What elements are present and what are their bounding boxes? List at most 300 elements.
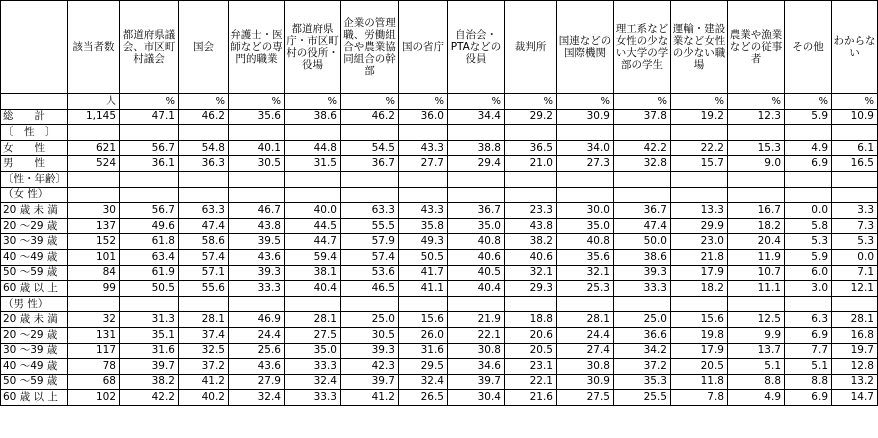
table-cell: 32.8	[614, 156, 671, 172]
row-label: 20 ～29 歳	[1, 218, 68, 234]
table-cell	[229, 171, 285, 187]
table-cell: 40.6	[448, 249, 505, 265]
table-cell	[505, 296, 557, 312]
row-label: 40 ～49 歳	[1, 359, 68, 375]
row-label: 男 性	[1, 156, 68, 172]
table-cell: 25.0	[614, 312, 671, 328]
table-cell: 38.6	[285, 109, 341, 125]
table-cell	[229, 125, 285, 141]
table-cell	[341, 125, 399, 141]
table-cell: 39.5	[229, 234, 285, 250]
table-row	[1, 140, 878, 156]
table-cell: 57.4	[179, 249, 229, 265]
table-cell	[68, 296, 120, 312]
column-header: 企業の管理職、労働組合や農業協同組合の幹部	[341, 1, 399, 94]
table-cell: 29.5	[399, 359, 448, 375]
table-cell: 23.0	[671, 234, 728, 250]
table-cell: 53.6	[341, 265, 399, 281]
table-cell: 21.9	[448, 312, 505, 328]
table-cell	[671, 171, 728, 187]
table-cell: 25.5	[614, 390, 671, 406]
table-cell: 23.3	[505, 203, 557, 219]
table-cell	[557, 125, 614, 141]
table-cell	[179, 125, 229, 141]
table-cell: 29.3	[505, 281, 557, 297]
row-label: 60 歳 以 上	[1, 390, 68, 406]
table-cell: 54.8	[179, 140, 229, 156]
column-header: 弁護士・医師などの専門的職業	[229, 1, 285, 94]
column-header: その他	[785, 1, 832, 94]
table-cell: 27.9	[229, 374, 285, 390]
table-cell	[728, 296, 785, 312]
table-cell: 47.4	[614, 218, 671, 234]
table-cell: 30	[68, 203, 120, 219]
table-cell: 19.2	[671, 109, 728, 125]
table-cell	[229, 187, 285, 203]
table-cell: 43.3	[399, 203, 448, 219]
row-label: 20 ～29 歳	[1, 327, 68, 343]
table-cell: 24.4	[557, 327, 614, 343]
table-cell: 39.7	[120, 359, 179, 375]
table-cell: %	[448, 94, 505, 110]
table-cell: 38.2	[120, 374, 179, 390]
table-cell: 5.1	[785, 359, 832, 375]
table-cell	[179, 187, 229, 203]
table-cell: 28.1	[285, 312, 341, 328]
table-cell: 22.1	[505, 374, 557, 390]
table-cell: 37.2	[614, 359, 671, 375]
table-cell: 38.1	[285, 265, 341, 281]
table-cell: 42.3	[341, 359, 399, 375]
table-cell: 34.2	[614, 343, 671, 359]
table-cell: 20.4	[728, 234, 785, 250]
table-cell: 21.0	[505, 156, 557, 172]
table-cell: %	[120, 94, 179, 110]
table-cell	[785, 171, 832, 187]
table-cell: 3.0	[785, 281, 832, 297]
row-label: 〔 性 〕	[1, 125, 68, 141]
table-cell: 43.8	[505, 218, 557, 234]
table-cell: 43.3	[399, 140, 448, 156]
table-cell: 19.7	[832, 343, 878, 359]
table-cell	[557, 296, 614, 312]
table-cell: 524	[68, 156, 120, 172]
table-cell: 25.3	[557, 281, 614, 297]
table-cell	[120, 125, 179, 141]
column-header: 国連などの国際機関	[557, 1, 614, 94]
table-cell	[399, 171, 448, 187]
table-cell: 63.4	[120, 249, 179, 265]
table-cell	[671, 187, 728, 203]
table-cell: 18.2	[671, 281, 728, 297]
row-label	[1, 94, 68, 110]
table-cell: 28.1	[557, 312, 614, 328]
table-cell: 56.7	[120, 203, 179, 219]
table-row	[1, 109, 878, 125]
table-cell: 131	[68, 327, 120, 343]
table-cell	[448, 187, 505, 203]
table-cell: 12.3	[728, 109, 785, 125]
table-cell: 56.7	[120, 140, 179, 156]
table-cell: 27.7	[399, 156, 448, 172]
table-row	[1, 281, 878, 297]
table-cell: 20.5	[505, 343, 557, 359]
table-row	[1, 218, 878, 234]
table-cell: 1,145	[68, 109, 120, 125]
table-cell: 8.8	[785, 374, 832, 390]
table-cell: 10.9	[832, 109, 878, 125]
table-cell	[671, 125, 728, 141]
table-cell: 5.3	[785, 234, 832, 250]
column-header: 該当者数	[68, 1, 120, 94]
table-cell: 23.1	[505, 359, 557, 375]
table-cell: 61.9	[120, 265, 179, 281]
table-cell: 4.9	[728, 390, 785, 406]
table-cell: 46.9	[229, 312, 285, 328]
table-cell: 35.8	[399, 218, 448, 234]
table-cell	[728, 171, 785, 187]
column-header: 農業や漁業などの従事者	[728, 1, 785, 94]
row-label: （女 性）	[1, 187, 68, 203]
table-cell: 61.8	[120, 234, 179, 250]
table-row	[1, 234, 878, 250]
table-body	[1, 94, 878, 406]
table-cell: 21.8	[671, 249, 728, 265]
table-cell: 33.3	[285, 359, 341, 375]
table-cell: 55.5	[341, 218, 399, 234]
table-cell: 32	[68, 312, 120, 328]
table-cell: 30.9	[557, 109, 614, 125]
table-cell: 24.4	[229, 327, 285, 343]
table-cell: 40.4	[448, 281, 505, 297]
table-cell	[68, 187, 120, 203]
table-cell: 12.1	[832, 281, 878, 297]
table-cell: %	[179, 94, 229, 110]
table-cell: 5.9	[785, 109, 832, 125]
table-header	[1, 1, 878, 94]
table-cell: 49.6	[120, 218, 179, 234]
column-header: わからない	[832, 1, 878, 94]
table-cell: 33.3	[229, 281, 285, 297]
table-cell: 0.0	[832, 249, 878, 265]
table-cell	[671, 296, 728, 312]
table-cell: 57.1	[179, 265, 229, 281]
column-header: 国の省庁	[399, 1, 448, 94]
table-cell: 15.6	[399, 312, 448, 328]
table-cell: 34.0	[557, 140, 614, 156]
table-row	[1, 171, 878, 187]
table-cell	[341, 187, 399, 203]
table-cell	[120, 171, 179, 187]
table-cell	[341, 171, 399, 187]
table-cell: %	[505, 94, 557, 110]
table-row	[1, 312, 878, 328]
table-cell: 3.3	[832, 203, 878, 219]
table-cell: 27.5	[285, 327, 341, 343]
table-cell	[832, 171, 878, 187]
table-cell: 20.5	[671, 359, 728, 375]
table-cell: 15.6	[671, 312, 728, 328]
header-corner	[1, 1, 68, 94]
table-cell: 4.9	[785, 140, 832, 156]
table-cell: 40.6	[505, 249, 557, 265]
table-cell: 9.0	[728, 156, 785, 172]
table-cell: 40.4	[285, 281, 341, 297]
table-cell: 152	[68, 234, 120, 250]
table-cell: 39.7	[448, 374, 505, 390]
table-cell: 17.9	[671, 265, 728, 281]
table-cell: 37.2	[179, 359, 229, 375]
column-header: 国会	[179, 1, 229, 94]
table-cell: 41.7	[399, 265, 448, 281]
table-cell: 6.1	[832, 140, 878, 156]
table-cell	[614, 171, 671, 187]
table-cell: 0.0	[785, 203, 832, 219]
table-cell: 29.9	[671, 218, 728, 234]
table-row	[1, 203, 878, 219]
table-cell: 30.9	[557, 374, 614, 390]
table-cell: %	[285, 94, 341, 110]
table-row	[1, 249, 878, 265]
table-cell: 29.4	[448, 156, 505, 172]
table-cell: 43.8	[229, 218, 285, 234]
table-cell: 33.3	[614, 281, 671, 297]
table-cell: 46.2	[341, 109, 399, 125]
table-cell: 16.5	[832, 156, 878, 172]
table-cell	[785, 187, 832, 203]
table-row	[1, 343, 878, 359]
table-cell	[505, 187, 557, 203]
table-cell: 38.8	[448, 140, 505, 156]
table-cell: 22.1	[448, 327, 505, 343]
table-cell	[614, 187, 671, 203]
table-cell: 27.5	[557, 390, 614, 406]
row-label: 30 ～39 歳	[1, 343, 68, 359]
table-cell: 36.0	[399, 109, 448, 125]
table-cell: 50.5	[120, 281, 179, 297]
table-cell: 35.1	[120, 327, 179, 343]
table-cell: 18.2	[728, 218, 785, 234]
table-cell: 15.3	[728, 140, 785, 156]
table-row	[1, 187, 878, 203]
table-cell: 46.2	[179, 109, 229, 125]
table-cell: %	[728, 94, 785, 110]
table-cell: 36.3	[179, 156, 229, 172]
table-cell: 117	[68, 343, 120, 359]
table-row	[1, 156, 878, 172]
table-cell: 50.5	[399, 249, 448, 265]
table-cell	[505, 171, 557, 187]
table-cell: 30.0	[557, 203, 614, 219]
table-cell	[399, 296, 448, 312]
table-cell: 13.2	[832, 374, 878, 390]
column-header: 都道府県議会、市区町村議会	[120, 1, 179, 94]
table-cell	[557, 171, 614, 187]
table-row	[1, 359, 878, 375]
table-cell: 37.4	[179, 327, 229, 343]
table-row	[1, 125, 878, 141]
table-cell: 30.5	[229, 156, 285, 172]
table-cell: 14.7	[832, 390, 878, 406]
table-cell: 43.6	[229, 359, 285, 375]
table-cell: 39.3	[614, 265, 671, 281]
table-row	[1, 327, 878, 343]
table-cell	[505, 125, 557, 141]
row-label: 総 計	[1, 109, 68, 125]
table-cell: 35.6	[557, 249, 614, 265]
table-cell: 46.7	[229, 203, 285, 219]
table-cell	[728, 187, 785, 203]
table-cell: 8.8	[728, 374, 785, 390]
table-cell: 101	[68, 249, 120, 265]
table-cell: 16.7	[728, 203, 785, 219]
table-cell: 36.6	[614, 327, 671, 343]
table-cell	[341, 296, 399, 312]
table-cell: 35.0	[448, 218, 505, 234]
table-cell: 28.1	[832, 312, 878, 328]
table-cell	[448, 171, 505, 187]
row-label: 60 歳 以 上	[1, 281, 68, 297]
table-cell: 32.4	[399, 374, 448, 390]
row-label: 〔性・年齢〕	[1, 171, 68, 187]
table-cell: 44.8	[285, 140, 341, 156]
table-cell: 84	[68, 265, 120, 281]
table-cell: 38.6	[614, 249, 671, 265]
table-cell: 621	[68, 140, 120, 156]
table-cell: 25.6	[229, 343, 285, 359]
table-cell	[68, 125, 120, 141]
table-cell: 40.0	[285, 203, 341, 219]
table-cell	[120, 296, 179, 312]
table-cell: 9.9	[728, 327, 785, 343]
table-cell: 15.7	[671, 156, 728, 172]
table-cell	[120, 187, 179, 203]
table-cell: 41.1	[399, 281, 448, 297]
table-cell: 30.4	[448, 390, 505, 406]
table-cell	[68, 171, 120, 187]
table-cell: 63.3	[179, 203, 229, 219]
table-cell: 26.0	[399, 327, 448, 343]
table-cell: 7.1	[832, 265, 878, 281]
table-cell	[399, 187, 448, 203]
table-cell	[832, 125, 878, 141]
unit-row	[1, 94, 878, 110]
table-cell	[785, 125, 832, 141]
table-cell: 7.8	[671, 390, 728, 406]
table-cell: 49.3	[399, 234, 448, 250]
table-cell: 39.3	[229, 265, 285, 281]
table-cell: 102	[68, 390, 120, 406]
table-cell: 34.4	[448, 109, 505, 125]
table-cell: %	[614, 94, 671, 110]
table-cell: 41.2	[341, 390, 399, 406]
row-label: 40 ～49 歳	[1, 249, 68, 265]
table-cell: 32.1	[505, 265, 557, 281]
table-cell: %	[785, 94, 832, 110]
table-cell: 10.7	[728, 265, 785, 281]
table-cell	[399, 125, 448, 141]
table-cell: 41.2	[179, 374, 229, 390]
table-cell: 5.9	[785, 249, 832, 265]
column-header: 自治会・PTAなどの役員	[448, 1, 505, 94]
table-cell: 42.2	[614, 140, 671, 156]
table-cell: 47.4	[179, 218, 229, 234]
table-cell	[728, 125, 785, 141]
row-label: 30 ～39 歳	[1, 234, 68, 250]
column-header: 裁判所	[505, 1, 557, 94]
table-cell: 57.4	[341, 249, 399, 265]
table-cell: 31.6	[120, 343, 179, 359]
table-cell: 54.5	[341, 140, 399, 156]
table-cell: 22.2	[671, 140, 728, 156]
table-cell: 31.5	[285, 156, 341, 172]
table-cell: 99	[68, 281, 120, 297]
table-cell: 47.1	[120, 109, 179, 125]
table-cell	[179, 171, 229, 187]
table-cell: 26.5	[399, 390, 448, 406]
table-cell: 30.5	[341, 327, 399, 343]
table-cell: 27.3	[557, 156, 614, 172]
table-cell	[179, 296, 229, 312]
table-cell: %	[671, 94, 728, 110]
table-cell: 32.4	[285, 374, 341, 390]
table-cell: 46.5	[341, 281, 399, 297]
table-cell: 27.4	[557, 343, 614, 359]
table-cell: 6.3	[785, 312, 832, 328]
table-cell: %	[557, 94, 614, 110]
table-cell: 40.1	[229, 140, 285, 156]
table-cell: 44.5	[285, 218, 341, 234]
table-cell: 55.6	[179, 281, 229, 297]
table-cell: 33.3	[285, 390, 341, 406]
table-cell	[448, 125, 505, 141]
table-row	[1, 265, 878, 281]
table-cell: 11.9	[728, 249, 785, 265]
table-cell: 20.6	[505, 327, 557, 343]
table-cell	[229, 296, 285, 312]
column-header: 都道府県庁・市区町村の役所・役場	[285, 1, 341, 94]
table-cell: 59.4	[285, 249, 341, 265]
table-cell: 36.5	[505, 140, 557, 156]
table-cell	[614, 125, 671, 141]
table-cell	[785, 296, 832, 312]
table-cell: 13.3	[671, 203, 728, 219]
table-cell: 35.3	[614, 374, 671, 390]
table-cell: 39.3	[341, 343, 399, 359]
table-cell: 36.7	[448, 203, 505, 219]
row-label: 50 ～59 歳	[1, 374, 68, 390]
column-header: 運輸・建設業など女性の少ない職場	[671, 1, 728, 94]
table-cell: 28.1	[179, 312, 229, 328]
table-cell: 6.9	[785, 156, 832, 172]
table-cell	[285, 187, 341, 203]
table-cell: 37.8	[614, 109, 671, 125]
table-cell: 40.8	[448, 234, 505, 250]
table-cell: 25.0	[341, 312, 399, 328]
table-cell: 32.4	[229, 390, 285, 406]
table-cell: 6.9	[785, 390, 832, 406]
table-cell: 31.3	[120, 312, 179, 328]
table-cell: 6.9	[785, 327, 832, 343]
table-cell	[285, 171, 341, 187]
row-label: （男 性）	[1, 296, 68, 312]
table-cell: 17.9	[671, 343, 728, 359]
table-cell: 68	[68, 374, 120, 390]
table-cell: 18.8	[505, 312, 557, 328]
row-label: 20 歳 未 満	[1, 312, 68, 328]
column-header: 理工系など女性の少ない大学の学部の学生	[614, 1, 671, 94]
table-cell: 32.5	[179, 343, 229, 359]
